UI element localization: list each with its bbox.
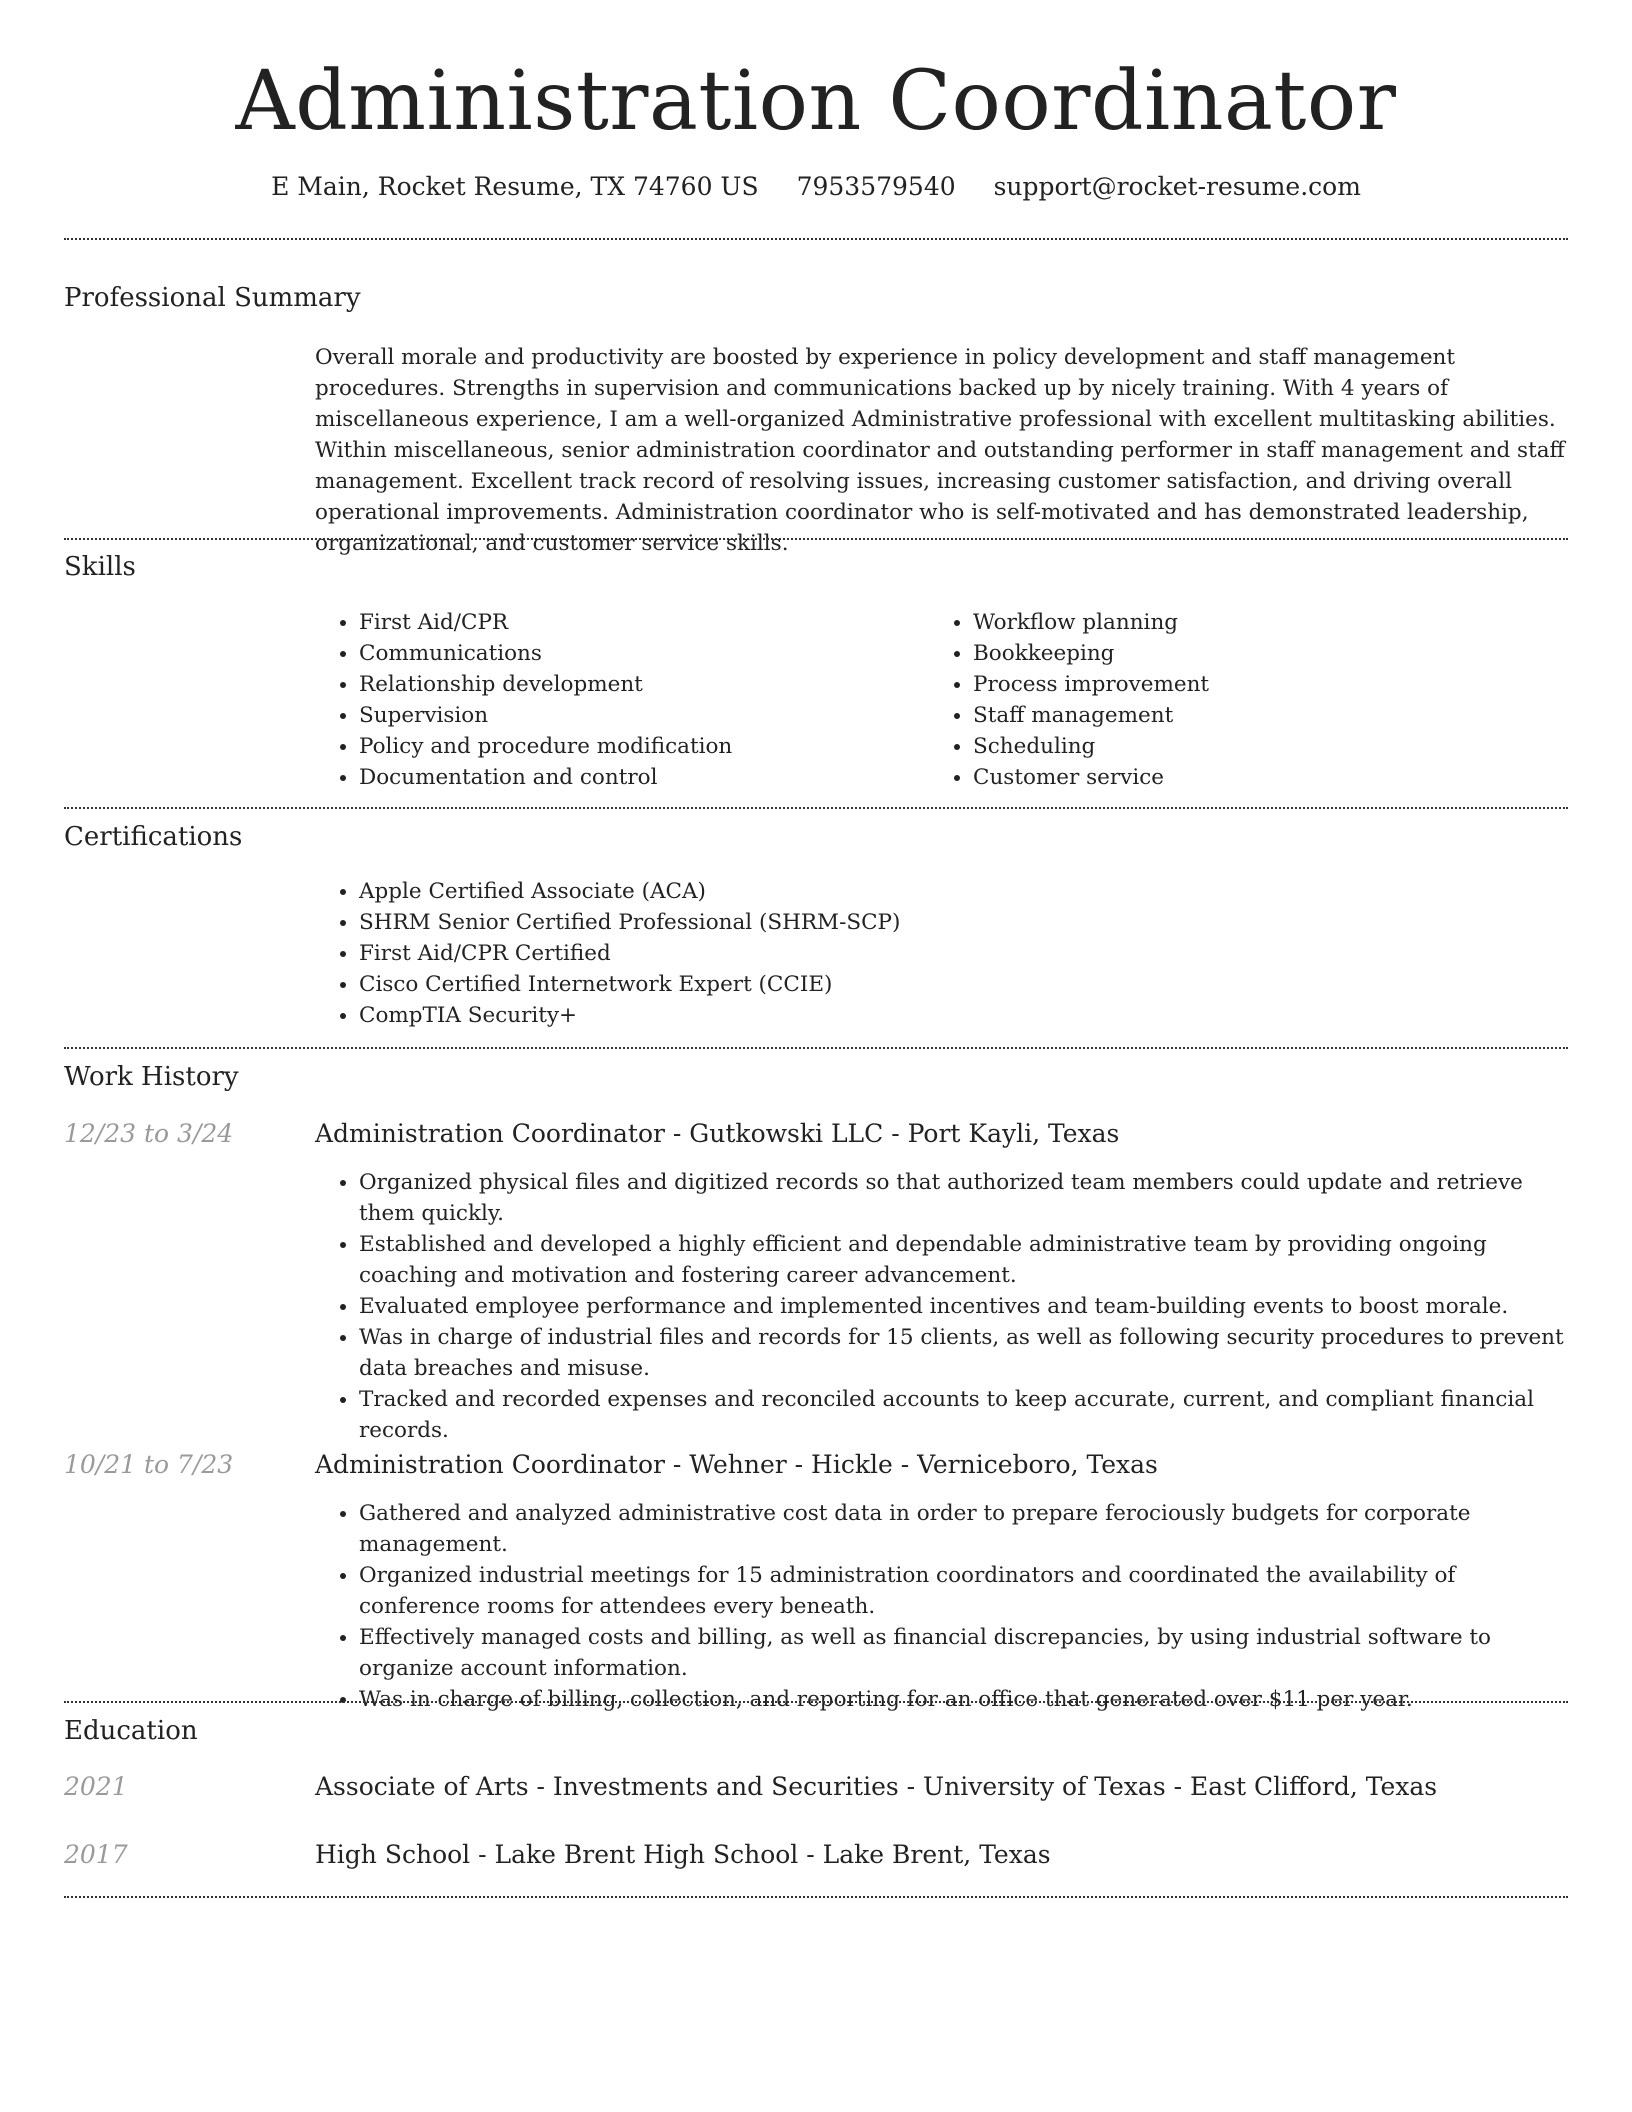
contact-address: E Main, Rocket Resume, TX 74760 US bbox=[271, 172, 759, 201]
skill-item: • Scheduling bbox=[973, 731, 1573, 762]
contact-email: support@rocket-resume.com bbox=[993, 172, 1361, 201]
skill-item: • Workflow planning bbox=[973, 607, 1573, 638]
job-bullet: • Was in charge of billing, collection, and reporting for an office that generated over $11 per year. bbox=[359, 1684, 1570, 1715]
education-degree: Associate of Arts - Investments and Securities - University of Texas - East Clifford, Texas bbox=[315, 1772, 1438, 1801]
skill-item: • Supervision bbox=[359, 700, 919, 731]
skill-item: • Customer service bbox=[973, 762, 1573, 793]
education-year: 2017 bbox=[64, 1840, 128, 1869]
job-bullet: • Gathered and analyzed administrative cost data in order to prepare ferociously budgets for corporate management. bbox=[359, 1498, 1570, 1560]
divider bbox=[64, 1701, 1568, 1703]
job-bullet: • Organized physical files and digitized records so that authorized team members could update and retrieve them quickly. bbox=[359, 1167, 1570, 1229]
certification-item: • CompTIA Security+ bbox=[359, 1000, 1559, 1031]
job-bullet: • Evaluated employee performance and implemented incentives and team-building events to boost morale. bbox=[359, 1291, 1570, 1322]
education-degree: High School - Lake Brent High School - Lake Brent, Texas bbox=[315, 1840, 1051, 1869]
skills-list-left bbox=[315, 607, 919, 793]
education-year: 2021 bbox=[64, 1772, 128, 1801]
skills-list-right bbox=[929, 607, 1573, 793]
candidate-name: Administration Coordinator bbox=[235, 54, 1397, 149]
divider bbox=[64, 238, 1568, 240]
contact-phone: 7953579540 bbox=[796, 172, 956, 201]
divider bbox=[64, 538, 1568, 540]
contact-line bbox=[0, 170, 1632, 204]
skill-item: • Communications bbox=[359, 638, 919, 669]
section-title-certifications: Certifications bbox=[64, 822, 243, 852]
job-bullet: • Organized industrial meetings for 15 administration coordinators and coordinated the availability of conference rooms for attendees every beneath. bbox=[359, 1560, 1570, 1622]
summary-text: Overall morale and productivity are boosted by experience in policy development and staff management procedures. Strengths in supervision and communications backed up by nicely training. With 4 years of miscellaneous experience, I am a well-organized Administrative professional with excellent multitasking abilities. Within miscellaneous, senior administration coordinator and outstanding performer in staff management and staff management. Excellent track record of resolving issues, increasing customer satisfaction, and driving overall operational improvements. Administration coordinator who is self-motivated and has demonstrated leadership, organizational, and customer service skills. bbox=[315, 345, 1565, 556]
job-title: Administration Coordinator - Wehner - Hickle - Verniceboro, Texas bbox=[315, 1450, 1158, 1479]
job-bullets bbox=[315, 1498, 1570, 1715]
job-bullet: • Established and developed a highly efficient and dependable administrative team by providing ongoing coaching and motivation and fostering career advancement. bbox=[359, 1229, 1570, 1291]
job-bullet: • Effectively managed costs and billing, as well as financial discrepancies, by using industrial software to organize account information. bbox=[359, 1622, 1570, 1684]
certification-item: • Apple Certified Associate (ACA) bbox=[359, 876, 1559, 907]
skill-item: • First Aid/CPR bbox=[359, 607, 919, 638]
skill-item: • Process improvement bbox=[973, 669, 1573, 700]
section-title-work-history: Work History bbox=[64, 1062, 239, 1092]
certification-item: • SHRM Senior Certified Professional (SHRM-SCP) bbox=[359, 907, 1559, 938]
skill-item: • Policy and procedure modification bbox=[359, 731, 919, 762]
section-title-summary: Professional Summary bbox=[64, 283, 361, 313]
job-title: Administration Coordinator - Gutkowski LLC - Port Kayli, Texas bbox=[315, 1119, 1120, 1148]
divider bbox=[64, 1047, 1568, 1049]
skill-item: • Staff management bbox=[973, 700, 1573, 731]
divider bbox=[64, 807, 1568, 809]
skill-item: • Bookkeeping bbox=[973, 638, 1573, 669]
job-bullet: • Was in charge of industrial files and records for 15 clients, as well as following security procedures to prevent data breaches and misuse. bbox=[359, 1322, 1570, 1384]
job-bullets bbox=[315, 1167, 1570, 1446]
certification-item: • Cisco Certified Internetwork Expert (CCIE) bbox=[359, 969, 1559, 1000]
certifications-list bbox=[315, 876, 1559, 1031]
job-dates: 12/23 to 3/24 bbox=[64, 1119, 234, 1148]
section-title-skills: Skills bbox=[64, 552, 136, 582]
job-bullet: • Tracked and recorded expenses and reconciled accounts to keep accurate, current, and compliant financial records. bbox=[359, 1384, 1570, 1446]
divider bbox=[64, 1896, 1568, 1898]
section-title-education: Education bbox=[64, 1716, 198, 1746]
skill-item: • Relationship development bbox=[359, 669, 919, 700]
certification-item: • First Aid/CPR Certified bbox=[359, 938, 1559, 969]
job-dates: 10/21 to 7/23 bbox=[64, 1450, 234, 1479]
skill-item: • Documentation and control bbox=[359, 762, 919, 793]
